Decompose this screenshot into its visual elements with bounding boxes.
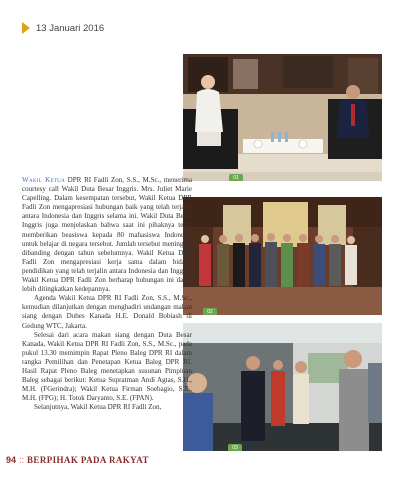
photo-meeting-office bbox=[183, 54, 382, 181]
page-number: 94 bbox=[6, 455, 17, 465]
page-footer bbox=[6, 455, 149, 465]
article-body bbox=[22, 176, 192, 412]
footer-separator: :: bbox=[19, 455, 25, 465]
photo-tag: 03 bbox=[228, 444, 242, 451]
arrow-icon bbox=[22, 22, 30, 34]
lead-name: Wakil Ketua bbox=[22, 176, 65, 184]
paragraph-1-text: DPR RI Fadli Zon, S.S., M.Sc., menerima courtesy call Wakil Duta Besar Inggris. Mrs. Juliet Marie Capelling. Dalam kesempatan tersebut, Wakil Ketua DPR Fadli Zon mengapresiasi hubungan baik yang telah terjalin antara Indonesia dan Inggris selama ini. Wakil Duta Besar Inggris juga menjelaskan bahwa saat ini pihaknya telah memberikan beasiswa kepada 80 mahasiswa Indonesia untuk belajar di negara tersebut. Jumlah tersebut meningkat dibanding dengan tahun sebelumnya. Wakil Ketua DPR Fadli Zon mengapresiasi kerja sama dalam bidang pendidikan yang telah terjalin antara Indonesia dan Inggris. Wakil Ketua DPR Fadli Zon berharap hubungan ini dapat lebih ditingkatkan kedepannya. bbox=[22, 176, 192, 294]
article-paragraph-2: Agenda Wakil Ketua DPR RI Fadli Zon, S.S., M.Sc., kemudian dilanjutkan dengan menghadiri undangan makan siang dengan Dubes Kanada H.E. Donald Bobiash di Gedung WTC, Jakarta. bbox=[22, 294, 192, 330]
photo-tag: 02 bbox=[203, 308, 217, 315]
article-paragraph-3: Selesai dari acara makan siang dengan Duta Besar Kanada, Wakil Ketua DPR RI Fadli Zon, S.S., M.Sc., pada pukul 13.30 memimpin Rapat Pleno Baleg DPR RI dalam rangka Pemilihan dan Penetapan Ketua Baleg DPR RI. Hasil Rapat Pleno Baleg menetapkan susunan Pimpinan Baleg sebagai berikut: Ketua Supratman Andi Agtas, S.H., M.H. (FGerindra); Wakil Ketua Firman Soebagio, S.E., M.H. (FPG); H. Totok Daryanto, S.E. (FPAN). bbox=[22, 330, 192, 403]
date-text: 13 Januari 2016 bbox=[36, 22, 105, 34]
article-paragraph-1 bbox=[22, 176, 192, 294]
photo-group bbox=[183, 197, 382, 315]
footer-title: BERPIHAK PADA RAKYAT bbox=[27, 455, 149, 465]
article-paragraph-4: Selanjutnya, Wakil Ketua DPR RI Fadli Zon, bbox=[34, 403, 162, 412]
photo-visit bbox=[183, 323, 382, 451]
photo-tag: 01 bbox=[229, 174, 243, 181]
date-header bbox=[22, 22, 104, 34]
